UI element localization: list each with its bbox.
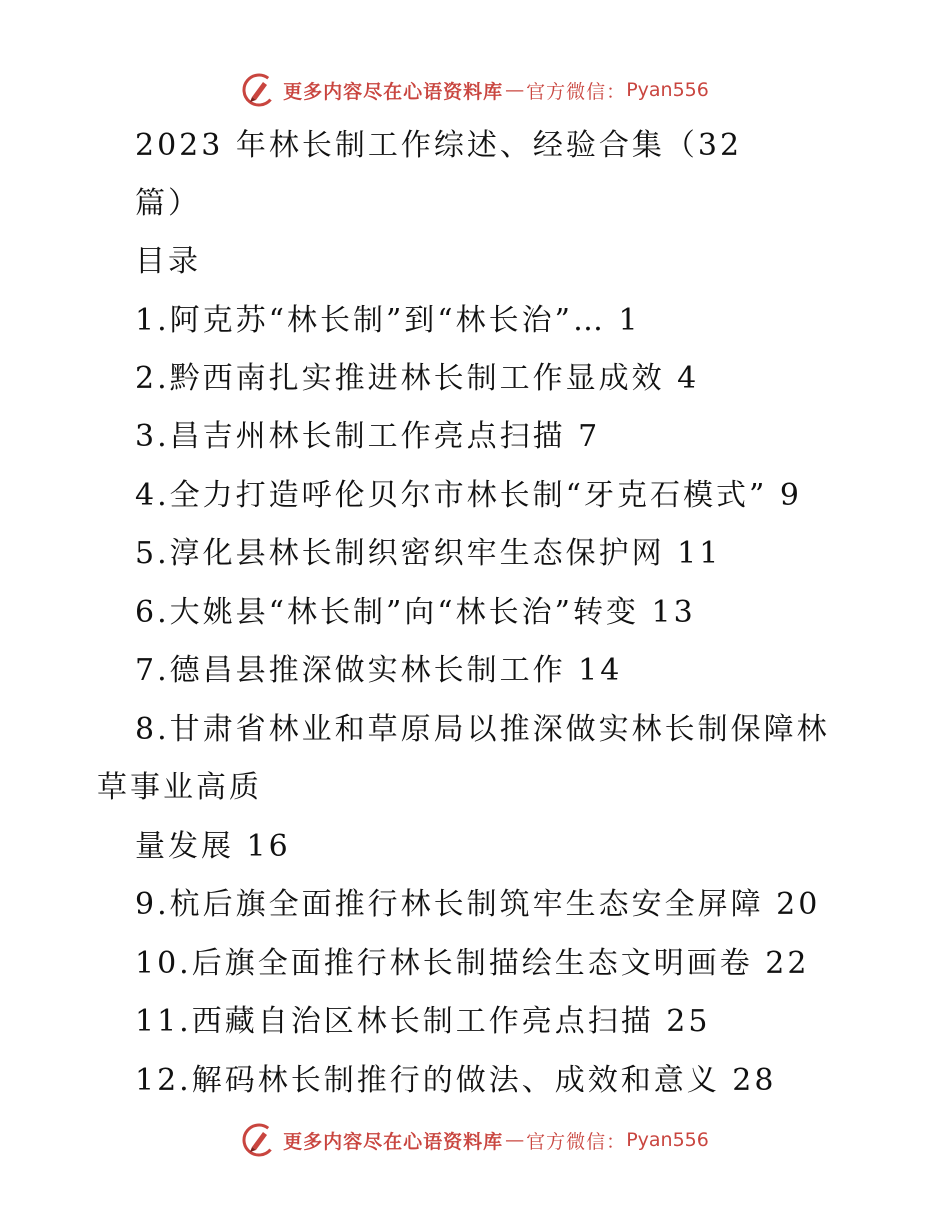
toc-item-5[interactable]: 5.淳化县林长制织密织牢生态保护网 11 xyxy=(135,536,722,571)
footer-watermark-banner xyxy=(0,1118,950,1162)
toc-item-7[interactable]: 7.德昌县推深做实林长制工作 14 xyxy=(135,653,623,688)
banner-brand-text: 更多内容尽在心语资料库 xyxy=(283,1130,504,1153)
brand-logo-icon xyxy=(241,1122,277,1158)
header-watermark-banner xyxy=(0,68,950,112)
toc-item-8-line-1[interactable]: 8.甘肃省林业和草原局以推深做实林长制保障林 xyxy=(135,712,830,747)
toc-item-1[interactable]: 1.阿克苏“林长制”到“林长治”… 1 xyxy=(135,303,641,338)
banner-wechat-label: 官方微信： xyxy=(526,80,627,103)
banner-wechat-label: 官方微信： xyxy=(526,1130,627,1153)
toc-item-8-line-3[interactable]: 量发展 16 xyxy=(135,829,291,864)
banner-wechat-id: Pyan556 xyxy=(626,1129,709,1151)
banner-brand-text: 更多内容尽在心语资料库 xyxy=(283,80,504,103)
toc-item-4[interactable]: 4.全力打造呼伦贝尔市林长制“牙克石模式” 9 xyxy=(135,478,802,513)
toc-item-6[interactable]: 6.大姚县“林长制”向“林长治”转变 13 xyxy=(135,595,696,630)
banner-dash: — xyxy=(505,1129,525,1151)
toc-heading: 目录 xyxy=(135,244,201,279)
document-title-line-1: 2023 年林长制工作综述、经验合集（32 xyxy=(135,128,743,163)
toc-item-12[interactable]: 12.解码林长制推行的做法、成效和意义 28 xyxy=(135,1063,777,1098)
toc-item-9[interactable]: 9.杭后旗全面推行林长制筑牢生态安全屏障 20 xyxy=(135,887,821,922)
brand-logo-icon xyxy=(241,72,277,108)
toc-item-3[interactable]: 3.昌吉州林长制工作亮点扫描 7 xyxy=(135,419,601,454)
document-title-line-2: 篇） xyxy=(135,186,201,221)
toc-item-8-line-2[interactable]: 草事业高质 xyxy=(97,770,262,805)
banner-wechat-id: Pyan556 xyxy=(626,79,709,101)
toc-item-10[interactable]: 10.后旗全面推行林长制描绘生态文明画卷 22 xyxy=(135,946,810,981)
toc-item-2[interactable]: 2.黔西南扎实推进林长制工作显成效 4 xyxy=(135,361,700,396)
banner-dash: — xyxy=(505,79,525,101)
toc-item-11[interactable]: 11.西藏自治区林长制工作亮点扫描 25 xyxy=(135,1004,711,1039)
